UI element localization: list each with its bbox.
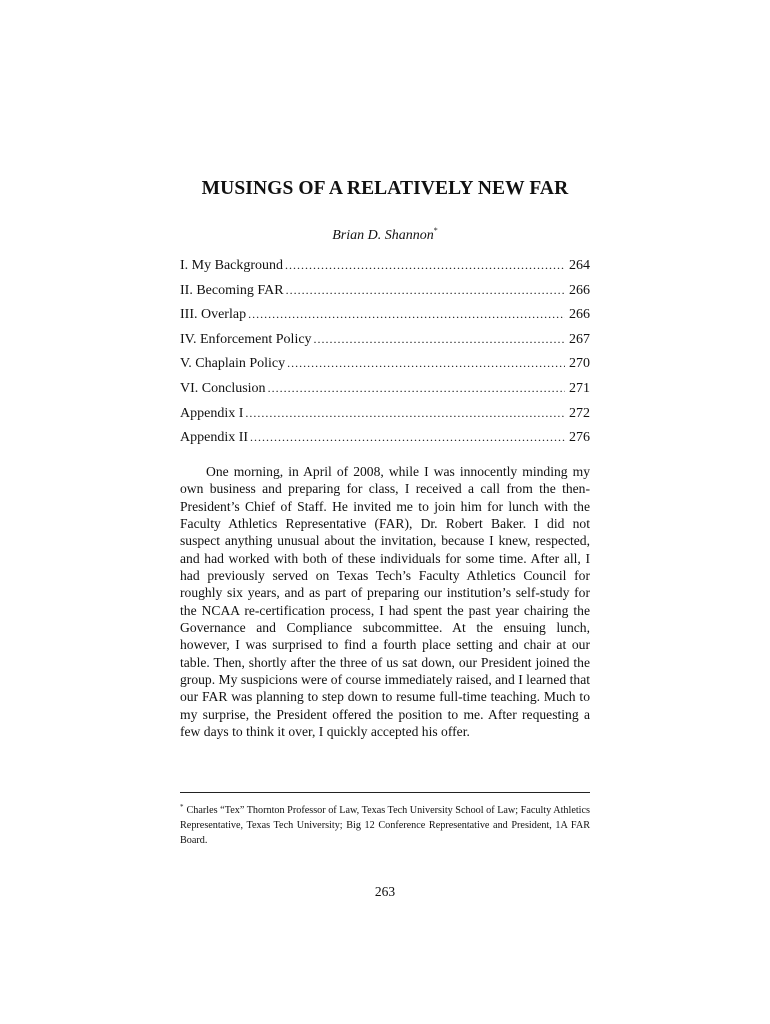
toc-leader-dots: [245, 406, 565, 421]
toc-leader-dots: [314, 332, 565, 347]
toc-entry-label: IV. Enforcement Policy: [180, 331, 312, 347]
toc-entry-page: 264: [569, 258, 590, 273]
article-title: MUSINGS OF A RELATIVELY NEW FAR: [201, 178, 569, 199]
author-line: [180, 226, 590, 244]
footnote: [180, 800, 590, 848]
toc-leader-dots: [285, 258, 565, 273]
author-name: Brian D. Shannon: [332, 228, 434, 243]
toc-entry-label: I. My Background: [180, 258, 284, 273]
toc-leader-dots: [250, 430, 565, 445]
toc-leader-dots: [268, 381, 565, 396]
table-of-contents: [180, 258, 590, 455]
toc-entry-page: 276: [569, 430, 590, 446]
toc-entry-page: 266: [569, 307, 590, 323]
page-number: 263: [374, 884, 396, 899]
toc-leader-dots: [286, 283, 565, 298]
toc-entry-label: Appendix I: [180, 405, 244, 421]
author-footnote-mark: *: [433, 226, 438, 235]
footnote-mark: *: [180, 803, 184, 811]
body-paragraph: One morning, in April of 2008, while I was innocently minding my own business and preparing for class, I received a call from the then-President’s Chief of Staff. He invited me to join him for lunch with the Faculty Athletics Representative (FAR), Dr. Robert Baker. I did not suspect anything unusual about the invitation, because I knew, respected, and had worked with both of these individuals for some time. After all, I had previously served on Texas Tech’s Faculty Athletics Council for roughly six years, and as part of preparing our institution’s self-study for the NCAA re-certification process, I had spent the past year chairing the Governance and Compliance subcommittee. At the ensuing lunch, however, I was surprised to find a fourth place setting and chair at our table. Then, shortly after the three of us sat down, our President joined the group. My suspicions were of course immediately raised, and I learned that our FAR was planning to step down to resume full-time teaching. Much to my surprise, the President offered the position to me. After requesting a few days to think it over, I quickly accepted his offer.: [180, 464, 590, 740]
toc-entry-label: Appendix II: [180, 430, 249, 446]
toc-entry-label: VI. Conclusion: [180, 380, 266, 396]
toc-entry: [180, 430, 590, 455]
toc-entry-label: III. Overlap: [180, 307, 247, 323]
toc-leader-dots: [287, 356, 565, 371]
toc-entry: [180, 332, 590, 357]
toc-entry: [180, 283, 590, 308]
toc-entry-label: II. Becoming FAR: [180, 282, 284, 298]
toc-entry-page: 266: [569, 282, 590, 298]
document-page: [180, 0, 590, 1024]
footnote-divider: [180, 792, 590, 793]
toc-entry: [180, 381, 590, 406]
toc-entry-page: 271: [569, 380, 590, 396]
toc-leader-dots: [248, 307, 565, 322]
toc-entry: [180, 406, 590, 431]
toc-entry-page: 267: [569, 331, 590, 347]
toc-entry: [180, 307, 590, 332]
toc-entry-label: V. Chaplain Policy: [180, 356, 286, 372]
toc-entry: [180, 356, 590, 381]
toc-entry: [180, 258, 590, 283]
toc-entry-page: 270: [569, 356, 590, 372]
footnote-text: Charles “Tex” Thornton Professor of Law, Texas Tech University School of Law; Faculty Athletics Representative, Texas Tech University; Big 12 Conference Representative and President, 1A FAR Board.: [180, 805, 590, 846]
toc-entry-page: 272: [569, 405, 590, 421]
